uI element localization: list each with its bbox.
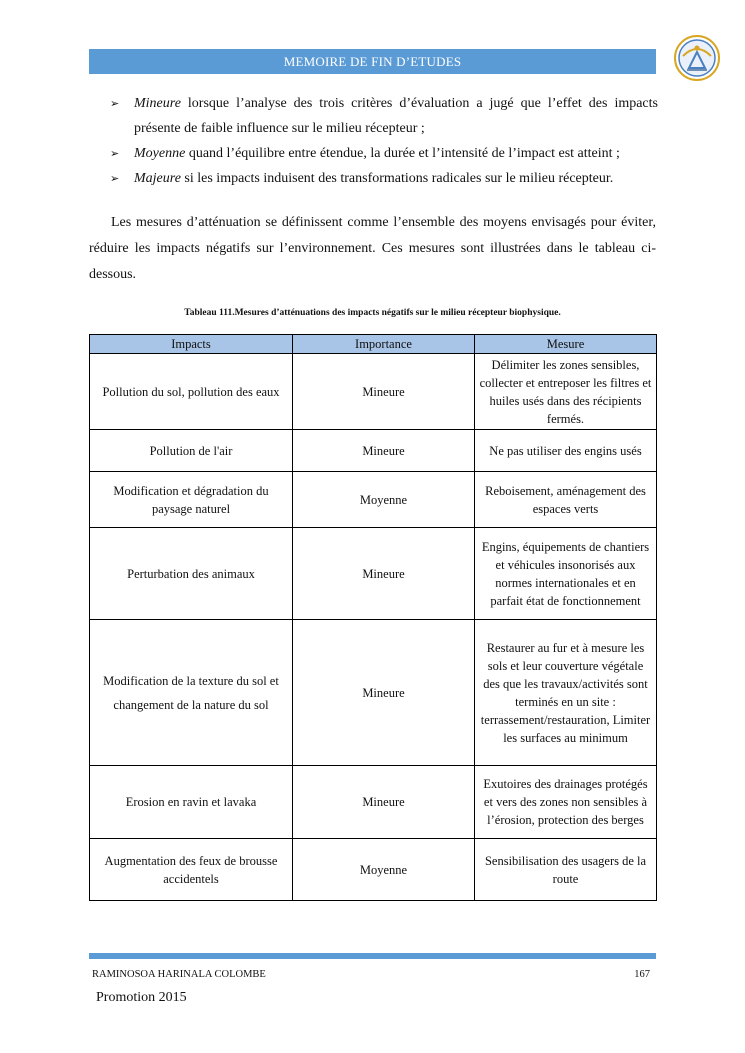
impact-cell: Perturbation des animaux xyxy=(90,528,293,620)
measure-cell: Reboisement, aménagement des espaces verts xyxy=(475,472,657,528)
mitigation-measures-table xyxy=(89,334,657,901)
column-header-impacts: Impacts xyxy=(90,335,293,354)
measure-cell: Restaurer au fur et à mesure les sols et leur couverture végétale des que les travaux/activités sont terminés en un site : terrassement/restauration, Limiter les surfaces au minimum xyxy=(475,620,657,766)
importance-term: Mineure xyxy=(134,96,181,111)
header-title: MEMOIRE DE FIN D’ETUDES xyxy=(283,53,462,69)
table-row xyxy=(90,839,657,901)
impact-cell: Augmentation des feux de brousse accidentels xyxy=(90,839,293,901)
importance-cell: Moyenne xyxy=(293,839,475,901)
body-paragraph: Les mesures d’atténuation se définissent comme l’ensemble des moyens envisagés pour éviter, réduire les impacts négatifs sur l’environnement. Ces mesures sont illustrées dans le tableau ci-dessous. xyxy=(89,215,656,282)
importance-cell: Moyenne xyxy=(293,472,475,528)
measure-cell: Exutoires des drainages protégés et vers des zones non sensibles à l’érosion, protection des berges xyxy=(475,766,657,839)
importance-cell: Mineure xyxy=(293,354,475,430)
impact-cell: Pollution de l'air xyxy=(90,430,293,472)
importance-term: Moyenne xyxy=(134,146,186,161)
arrow-bullet-icon: ➢ xyxy=(110,147,120,160)
table-row xyxy=(90,528,657,620)
measure-cell: Engins, équipements de chantiers et véhicules insonorisés aux normes internationales et en parfait état de fonctionnement xyxy=(475,528,657,620)
page-number: 167 xyxy=(634,969,650,980)
table-row xyxy=(90,472,657,528)
importance-description: si les impacts induisent des transformations radicales sur le milieu récepteur. xyxy=(180,171,614,186)
footer-promotion: Promotion 2015 xyxy=(96,990,187,1005)
footer-author: RAMINOSOA HARINALA COLOMBE xyxy=(92,969,266,980)
measure-cell: Ne pas utiliser des engins usés xyxy=(475,430,657,472)
measure-cell: Sensibilisation des usagers de la route xyxy=(475,839,657,901)
impact-cell: Pollution du sol, pollution des eaux xyxy=(90,354,293,430)
table-row xyxy=(90,354,657,430)
importance-term: Majeure xyxy=(134,171,181,186)
arrow-bullet-icon: ➢ xyxy=(110,172,120,185)
importance-cell: Mineure xyxy=(293,766,475,839)
list-item xyxy=(110,166,658,191)
importance-cell: Mineure xyxy=(293,430,475,472)
arrow-bullet-icon: ➢ xyxy=(110,97,120,110)
list-item xyxy=(110,141,658,166)
importance-levels-list xyxy=(110,91,658,191)
impact-cell: Modification de la texture du sol et changement de la nature du sol xyxy=(90,620,293,766)
table-header-row xyxy=(90,335,657,354)
measure-cell: Délimiter les zones sensibles, collecter et entreposer les filtres et huiles usés dans des récipients fermés. xyxy=(475,354,657,430)
impact-cell: Erosion en ravin et lavaka xyxy=(90,766,293,839)
importance-description: lorsque l’analyse des trois critères d’évaluation a jugé que l’effet des impacts présente de faible influence sur le milieu récepteur ; xyxy=(134,96,658,136)
university-crest-icon xyxy=(673,34,721,82)
importance-cell: Mineure xyxy=(293,620,475,766)
importance-cell: Mineure xyxy=(293,528,475,620)
importance-description: quand l’équilibre entre étendue, la durée et l’intensité de l’impact est atteint ; xyxy=(185,146,620,161)
list-item xyxy=(110,91,658,141)
table-row xyxy=(90,430,657,472)
footer-bar xyxy=(89,953,656,959)
page-header-bar xyxy=(89,49,656,74)
table-row xyxy=(90,620,657,766)
column-header-mesure: Mesure xyxy=(475,335,657,354)
table-row xyxy=(90,766,657,839)
column-header-importance: Importance xyxy=(293,335,475,354)
table-caption: Tableau 111.Mesures d’atténuations des impacts négatifs sur le milieu récepteur biophysique. xyxy=(184,308,561,318)
impact-cell: Modification et dégradation du paysage naturel xyxy=(90,472,293,528)
